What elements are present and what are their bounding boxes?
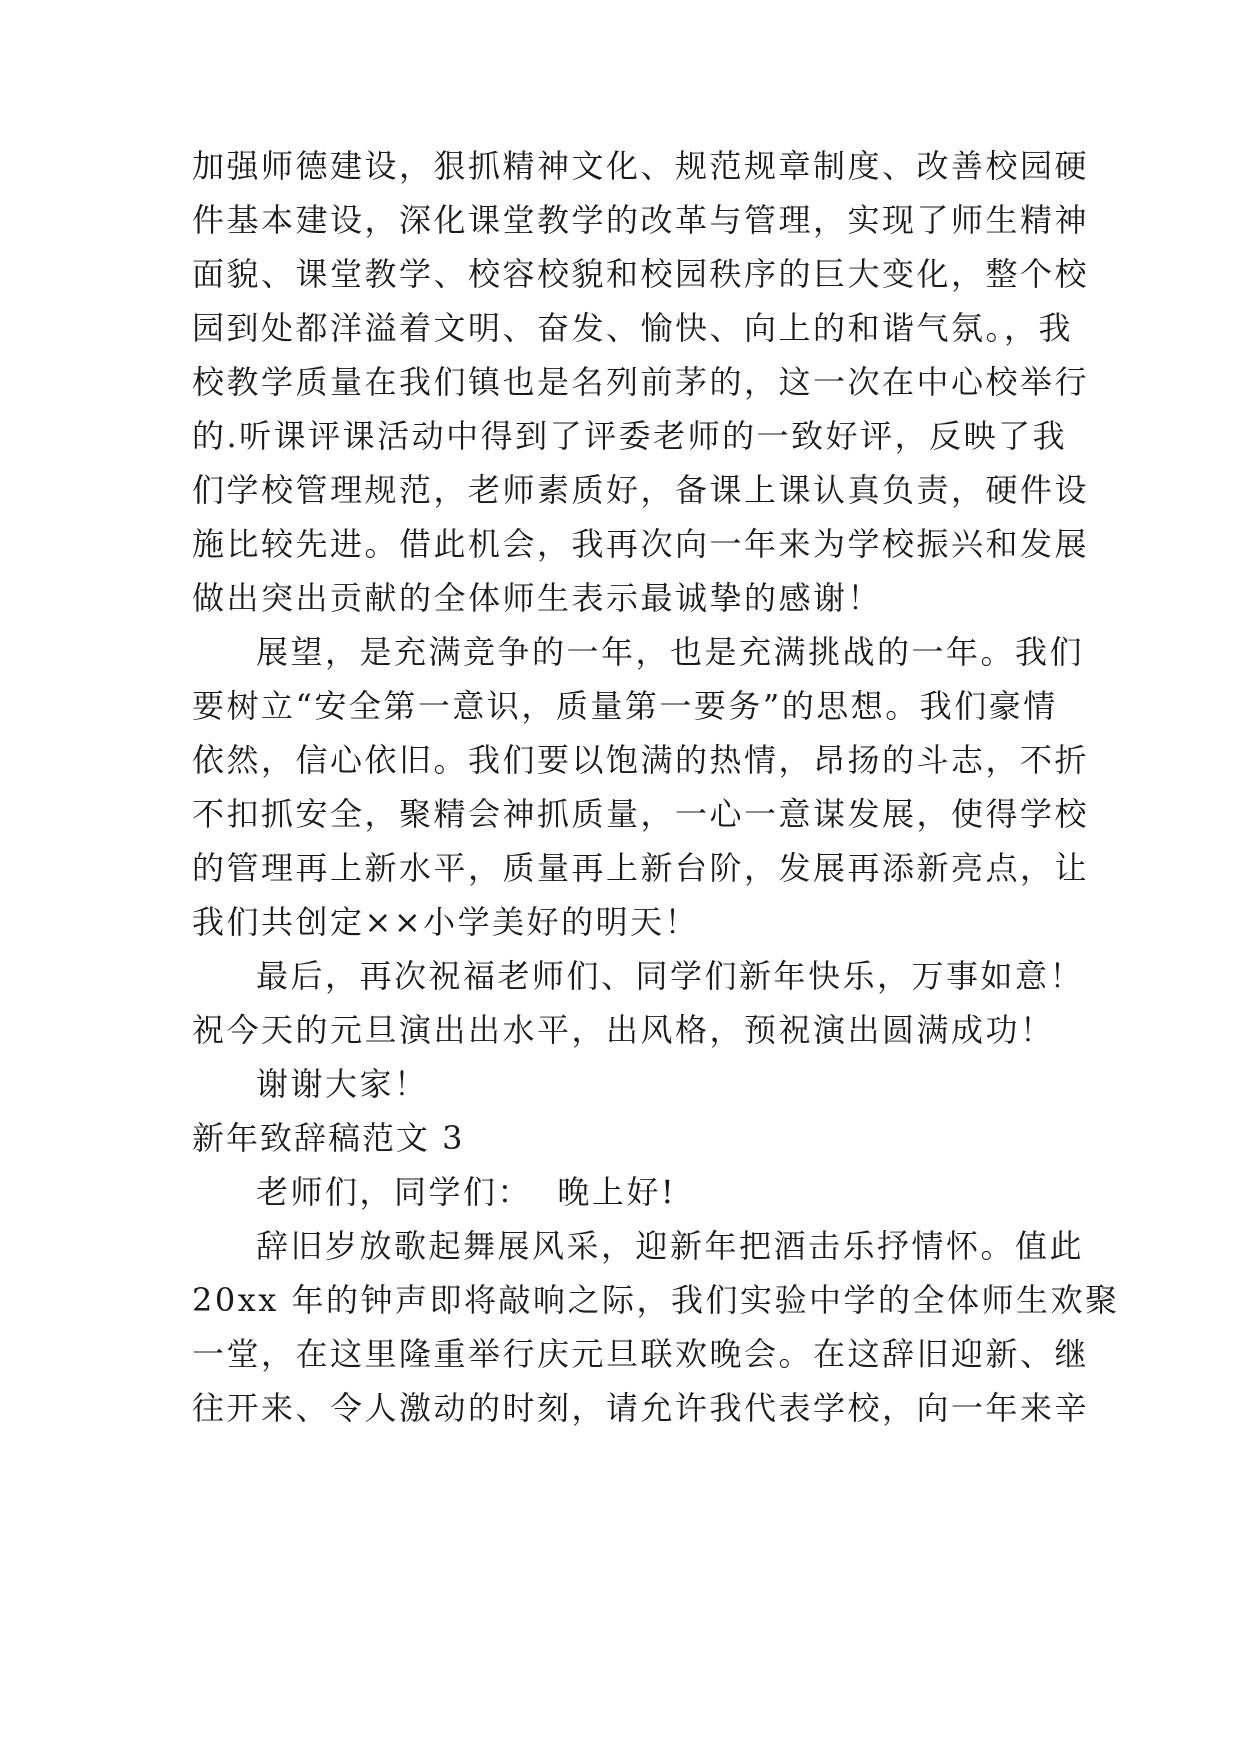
greeting-line: 老师们，同学们： 晚上好! bbox=[256, 1173, 677, 1211]
text-line: 展望，是充满竞争的一年，也是充满挑战的一年。我们 bbox=[256, 633, 1085, 671]
text-line: 要树立“安全第一意识，质量第一要务”的思想。我们豪情 bbox=[192, 687, 1058, 725]
text-line: 往开来、令人激动的时刻，请允许我代表学校，向一年来辛 bbox=[192, 1389, 1090, 1427]
text-line: 辞旧岁放歌起舞展风采，迎新年把酒击乐抒情怀。值此 bbox=[256, 1227, 1085, 1265]
text-line: 谢谢大家！ bbox=[256, 1065, 429, 1103]
text-line: 们学校管理规范，老师素质好，备课上课认真负责，硬件设 bbox=[192, 471, 1090, 509]
text-line: 校教学质量在我们镇也是名列前茅的，这一次在中心校举行 bbox=[192, 363, 1090, 401]
text-line: 面貌、课堂教学、校容校貌和校园秩序的巨大变化，整个校 bbox=[192, 255, 1090, 293]
text-line: 园到处都洋溢着文明、奋发、愉快、向上的和谐气氛。，我 bbox=[192, 309, 1074, 347]
text-line: 20xx 年的钟声即将敲响之际，我们实验中学的全体师生欢聚 bbox=[192, 1281, 1120, 1319]
text-line: 祝今天的元旦演出出水平，出风格，预祝演出圆满成功！ bbox=[192, 1011, 1055, 1049]
text-line: 件基本建设，深化课堂教学的改革与管理，实现了师生精神 bbox=[192, 201, 1090, 239]
text-line: 最后，再次祝福老师们、同学们新年快乐，万事如意！ bbox=[256, 957, 1085, 995]
section-title: 新年致辞稿范文 3 bbox=[192, 1119, 465, 1157]
text-line: 一堂，在这里隆重举行庆元旦联欢晚会。在这辞旧迎新、继 bbox=[192, 1335, 1090, 1373]
text-line: 不扣抓安全，聚精会神抓质量，一心一意谋发展，使得学校 bbox=[192, 795, 1090, 833]
text-line: 的管理再上新水平，质量再上新台阶，发展再添新亮点，让 bbox=[192, 849, 1090, 887]
text-line: 施比较先进。借此机会，我再次向一年来为学校振兴和发展 bbox=[192, 525, 1090, 563]
text-line: 我们共创定××小学美好的明天！ bbox=[192, 903, 700, 941]
text-line: 做出突出贡献的全体师生表示最诚挚的感谢！ bbox=[192, 579, 883, 617]
text-line: 的.听课评课活动中得到了评委老师的一致好评，反映了我 bbox=[192, 417, 1068, 455]
text-line: 依然，信心依旧。我们要以饱满的热情，昂扬的斗志，不折 bbox=[192, 741, 1090, 779]
text-line: 加强师德建设，狠抓精神文化、规范规章制度、改善校园硬 bbox=[192, 147, 1090, 185]
